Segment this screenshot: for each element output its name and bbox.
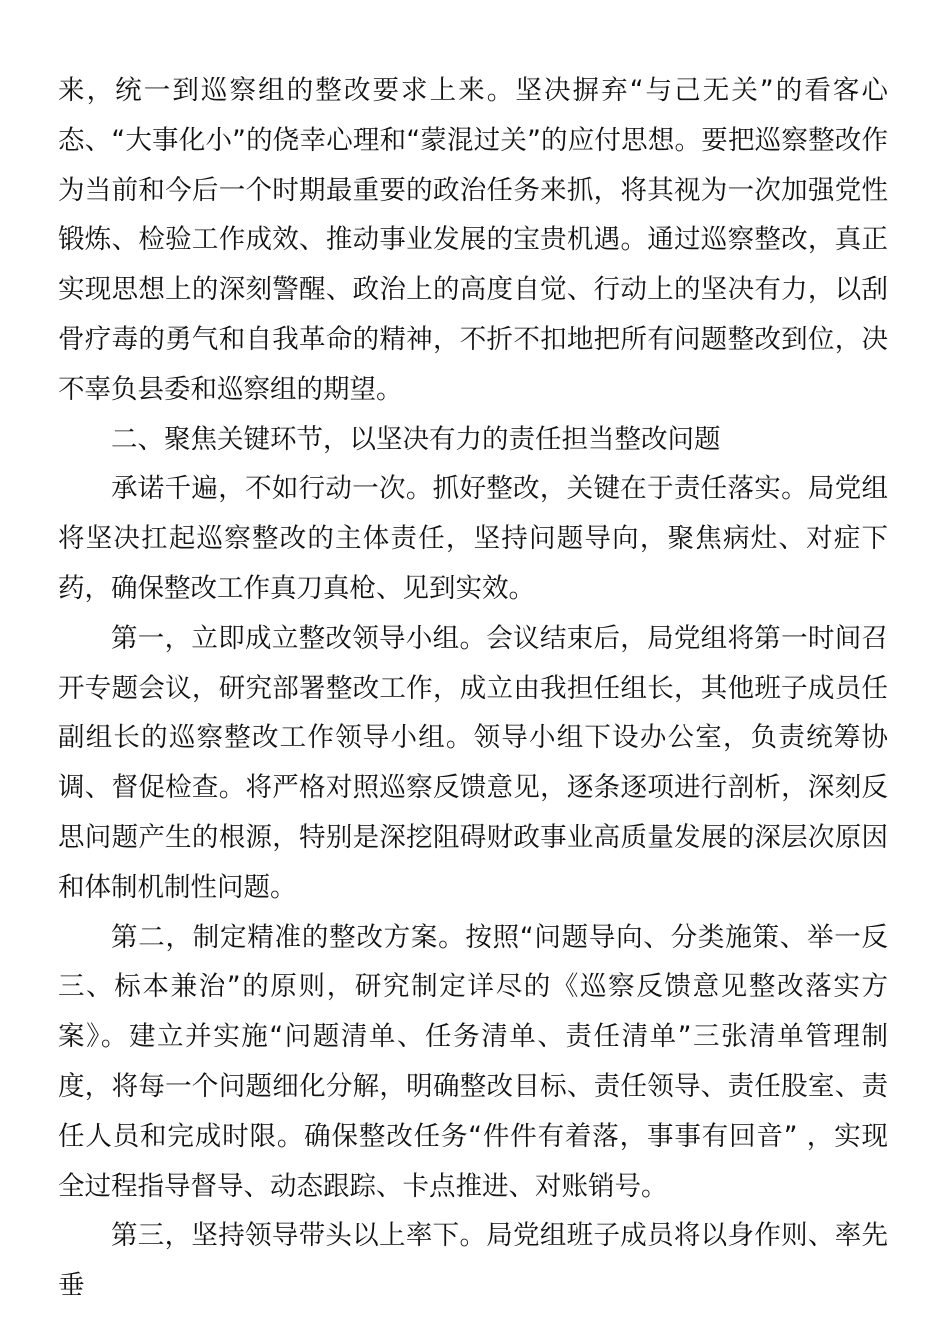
body-paragraph: 第三，坚持领导带头以上率下。局党组班子成员将以身作则、率先垂 <box>58 1220 888 1302</box>
body-paragraph: 第一，立即成立整改领导小组。会议结束后，局党组将第一时间召开专题会议，研究部署整改工作，成立由我担任组长，其他班子成员任副组长的巡察整改工作领导小组。领导小组下设办公室，负责统筹协调、督促检查。将严格对照巡察反馈意见，逐条逐项进行剖析，深刻反思问题产生的根源，特别是深挖阻碍财政事业高质量发展的深层次原因和体制机制性问题。 <box>58 622 888 903</box>
continuation-paragraph: 来，统一到巡察组的整改要求上来。坚决摒弃“与己无关”的看客心态、“大事化小”的侥幸心理和“蒙混过关”的应付思想。要把巡察整改作为当前和今后一个时期最重要的政治任务来抓，将其视为一次加强党性锻炼、检验工作成效、推动事业发展的宝贵机遇。通过巡察整改，真正实现思想上的深刻警醒、政治上的高度自觉、行动上的坚决有力，以刮骨疗毒的勇气和自我革命的精神，不折不扣地把所有问题整改到位，决不辜负县委和巡察组的期望。 <box>58 75 888 405</box>
section-heading: 二、聚焦关键环节，以坚决有力的责任担当整改问题 <box>111 423 721 455</box>
body-paragraph: 承诺千遍，不如行动一次。抓好整改，关键在于责任落实。局党组将坚决扛起巡察整改的主体责任，坚持问题导向，聚焦病灶、对症下药，确保整改工作真刀真枪、见到实效。 <box>58 473 888 604</box>
body-paragraph: 第二，制定精准的整改方案。按照“问题导向、分类施策、举一反三、标本兼治”的原则，研究制定详尽的《巡察反馈意见整改落实方案》。建立并实施“问题清单、任务清单、责任清单”三张清单管理制度，将每一个问题细化分解，明确整改目标、责任领导、责任股室、责任人员和完成时限。确保整改任务“件件有着落，事事有回音” ，实现全过程指导督导、动态跟踪、卡点推进、对账销号。 <box>58 921 888 1202</box>
document-body <box>58 66 888 1311</box>
